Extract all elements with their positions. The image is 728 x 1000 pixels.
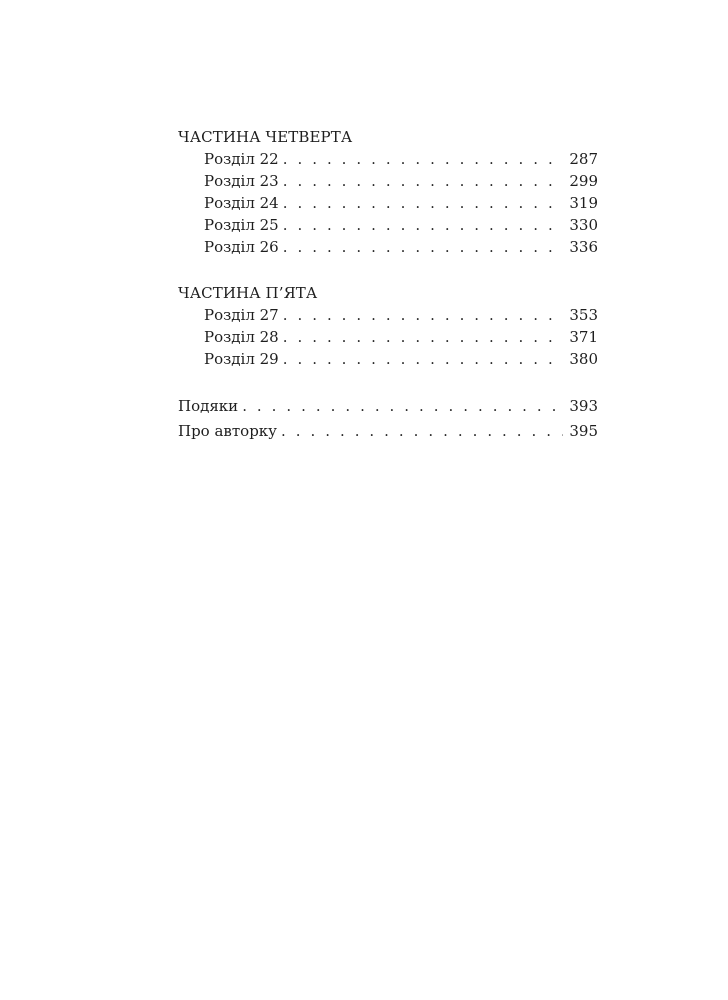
dot-leader <box>283 214 564 236</box>
toc-entry-chapter-29[interactable] <box>178 348 598 370</box>
part-title: ЧАСТИНА ЧЕТВЕРТА <box>178 128 353 146</box>
chapter-label: Розділ 29 <box>204 350 279 368</box>
chapter-label: Розділ 27 <box>204 306 279 324</box>
part-five <box>178 282 598 370</box>
dot-leader <box>242 394 563 419</box>
entry-label: Подяки <box>178 397 239 415</box>
page-number: 371 <box>569 328 598 346</box>
toc-entry-chapter-24[interactable] <box>178 192 598 214</box>
toc-entry-chapter-26[interactable] <box>178 236 598 258</box>
part-title: ЧАСТИНА П’ЯТА <box>178 284 318 302</box>
page-number: 395 <box>569 422 598 440</box>
toc-entry-about-author[interactable] <box>178 419 598 444</box>
table-of-contents <box>178 126 598 444</box>
dot-leader <box>283 304 564 326</box>
page-number: 353 <box>569 306 598 324</box>
chapter-label: Розділ 22 <box>204 150 279 168</box>
back-matter <box>178 394 598 444</box>
page-number: 380 <box>569 350 598 368</box>
part-four <box>178 126 598 258</box>
chapter-label: Розділ 26 <box>204 238 279 256</box>
chapter-label: Розділ 23 <box>204 172 279 190</box>
dot-leader <box>283 170 564 192</box>
chapter-label: Розділ 25 <box>204 216 279 234</box>
dot-leader <box>283 348 564 370</box>
toc-entry-chapter-28[interactable] <box>178 326 598 348</box>
dot-leader <box>283 236 564 258</box>
page-number: 287 <box>569 150 598 168</box>
entry-label: Про авторку <box>178 422 278 440</box>
page-number: 393 <box>569 397 598 415</box>
dot-leader <box>283 192 564 214</box>
page-number: 336 <box>569 238 598 256</box>
toc-entry-acknowledgements[interactable] <box>178 394 598 419</box>
page-number: 299 <box>569 172 598 190</box>
page-number: 319 <box>569 194 598 212</box>
dot-leader <box>283 148 564 170</box>
toc-entry-chapter-25[interactable] <box>178 214 598 236</box>
page-number: 330 <box>569 216 598 234</box>
chapter-label: Розділ 28 <box>204 328 279 346</box>
toc-entry-chapter-22[interactable] <box>178 148 598 170</box>
dot-leader <box>281 419 563 444</box>
toc-entry-chapter-23[interactable] <box>178 170 598 192</box>
dot-leader <box>283 326 564 348</box>
toc-entry-chapter-27[interactable] <box>178 304 598 326</box>
chapter-label: Розділ 24 <box>204 194 279 212</box>
